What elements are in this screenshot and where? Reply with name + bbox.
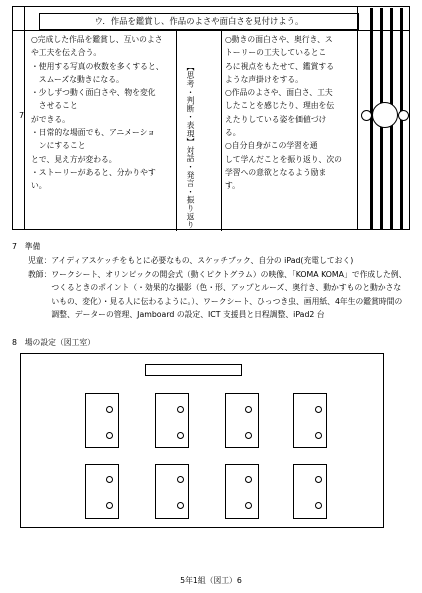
activity-line: ・少しずつ動く面白さや、物を変化 [31,88,156,98]
desk [85,464,119,519]
support-line: る。 [225,128,241,138]
support-line: 学習への意欲となるよう励ま [225,167,327,177]
seat [106,432,113,439]
prep-heading: 7 準備 [12,242,41,251]
row-number: 7 [19,111,25,120]
seat [245,502,252,509]
column-divider [24,7,25,229]
timeline-marker [372,102,398,128]
teacher-support-cell [225,33,343,193]
support-line: えたりしている姿を価値づけ [225,114,327,124]
prep-line: 児童：アイディアスケッチをもとに必要なもの、スケッチブック、自分の iPad(充電しておく) [28,256,354,265]
lesson-table [12,6,410,230]
table-header: ウ．作品を鑑賞し、作品のよさや面白さを見付けよう。 [39,13,359,30]
seat [106,476,113,483]
activity-line: ○完成した作品を鑑賞し、互いのよさ [31,35,163,44]
support-line: して学んだことを振り返り、次の [225,154,342,164]
classroom-diagram [20,353,384,528]
activity-line: スムーズな動きになる。 [31,74,124,84]
seat [245,406,252,413]
seat [315,432,322,439]
seat [245,476,252,483]
seat [245,432,252,439]
column-divider [357,7,358,229]
support-line: したことを感じたり、理由を伝 [225,101,335,111]
support-line: す。 [225,181,240,191]
activity-line: ・ストーリーがあると、分かりやす [31,167,156,177]
venue-heading: 8 場の設定（図工室） [12,338,95,347]
activity-line: い。 [31,181,47,191]
desk [155,464,189,519]
table-header-divider [13,30,409,31]
prep-line: いもの、変化）・見る人に伝わるように。）、ワークシート、ひっつき虫、画用紙、4年生の鑑賞時間の [28,296,403,306]
prep-line: 教師：ワークシート、オリンピックの開会式（動くピクトグラム）の映像、「KOMA KOMA」で作成した例、 [28,269,407,279]
seat [177,432,184,439]
page-footer: 5年1組（図工）6 [180,576,242,585]
desk [225,393,259,448]
prep-body [28,254,406,322]
seat [106,406,113,413]
desk [293,393,327,448]
student-activity-cell [31,33,186,193]
activity-line: ができる。 [31,114,70,124]
timeline-marker [398,110,409,121]
seat [177,406,184,413]
seat [315,476,322,483]
seat [106,502,113,509]
support-line: ○動きの面白さや、奥行き、ス [225,35,333,44]
column-divider [221,30,222,231]
activity-line: ・使用する写真の枚数を多くすると、 [31,61,164,71]
timeline-marker [361,110,372,121]
desk [293,464,327,519]
activity-line: や工夫を伝え合う。 [31,48,102,58]
seat [315,502,322,509]
seat [177,502,184,509]
support-line: トーリーの工夫しているとこ [225,48,327,58]
support-line: ろに視点をもたせて、鑑賞する [225,61,334,71]
support-line: ような声掛けをする。 [225,74,303,84]
desk [225,464,259,519]
activity-line: させること [31,101,78,111]
evaluation-label: 【思考・判断・表現】対話・発言・振り返り [186,63,195,229]
seat [315,406,322,413]
activity-line: とで、見え方が変わる。 [31,154,117,164]
blackboard [145,364,242,376]
desk [155,393,189,448]
activity-line: ・日常的な場面でも、アニメーショ [31,128,156,138]
support-line: ○自分自身がこの学習を通 [225,141,318,151]
seat [177,476,184,483]
prep-line: つくるときのポイント（・効果的な撮影（色・形、アップとルーズ、奥行き、動かすものと動かさな [28,283,402,292]
desk [85,393,119,448]
support-line: ○作品のよさや、面白さ、工夫 [225,88,333,98]
prep-line: 調整、データーの管理、Jamboard の設定、ICT 支援員と日程調整、iPad2 台 [28,310,325,319]
activity-line: ンにすること [31,141,86,151]
